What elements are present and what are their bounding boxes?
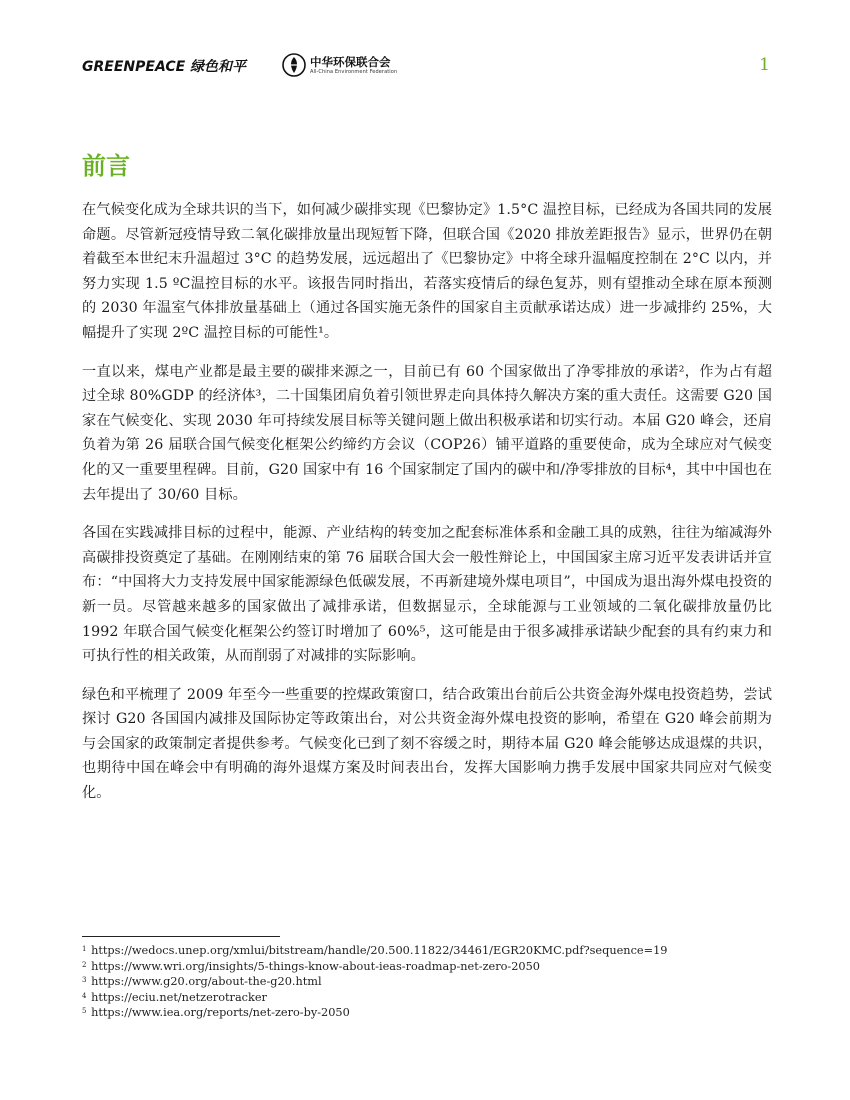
page-number: 1 bbox=[759, 55, 770, 75]
footnote-number: 4 bbox=[82, 991, 87, 1000]
footnote-number: 5 bbox=[82, 1007, 87, 1015]
paragraph: 绿色和平梳理了 2009 年至今一些重要的控煤政策窗口，结合政策出台前后公共资金海外煤电投资趋势，尝试探讨 G20 各国国内减排及国际协定等政策出台，对公共资金海外煤电投资的影响，希望在 G20 峰会前期为与会国家的政策制定者提供参考。气候变化已到了刻不容缓之时，期待本届 G20 峰会能够达成退煤的共识，也期待中国在峰会中有明确的海外退煤方案及时间表出台，发挥大国影响力携手发展中国家共同应对气候变化。 bbox=[82, 686, 772, 802]
footnote-link[interactable]: https://www.wri.org/insights/5-things-know-about-ieas-roadmap-net-zero-2050 bbox=[91, 959, 540, 973]
acef-name-cn: 中华环保联合会 bbox=[310, 55, 391, 69]
greenpeace-logo: GREENPEACE 绿色和平 bbox=[82, 59, 247, 75]
footnote-item[interactable] bbox=[82, 943, 772, 959]
footnote-link[interactable]: https://www.iea.org/reports/net-zero-by-2050 bbox=[91, 1006, 350, 1019]
footnotes bbox=[82, 936, 772, 1021]
paragraph: 在气候变化成为全球共识的当下，如何减少碳排实现《巴黎协定》1.5°C 温控目标，已经成为各国共同的发展命题。尽管新冠疫情导致二氧化碳排放量出现短暂下降，但联合国《2020 排放差距报告》显示，世界仍在朝着截至本世纪末升温超过 3°C 的趋势发展，远远超出了《巴黎协定》中将全球升温幅度控制在 2°C 以内，并努力实现 1.5 ºC温控目标的水平。该报告同时指出，若落实疫情后的绿色复苏，则有望推动全球在原本预测的 2030 年温室气体排放量基础上（通过各国实施无条件的国家自主贡献承诺达成）进一步减排约 25%，大幅提升了实现 2ºC 温控目标的可能性¹。 bbox=[82, 202, 772, 341]
footnote-link[interactable]: https://wedocs.unep.org/xmlui/bitstream/handle/20.500.11822/34461/EGR20KMC.pdf?sequence=19 bbox=[91, 944, 668, 957]
footnote-number: 1 bbox=[82, 945, 87, 953]
footnote-number: 2 bbox=[82, 960, 87, 969]
paragraph: 各国在实践减排目标的过程中，能源、产业结构的转变加之配套标准体系和金融工具的成熟，往往为缩减海外高碳排投资奠定了基础。在刚刚结束的第 76 届联合国大会一般性辩论上，中国国家主席习近平发表讲话并宣布：“中国将大力支持发展中国家能源绿色低碳发展，不再新建境外煤电项目”，中国成为退出海外煤电投资的新一员。尽管越来越多的国家做出了减排承诺，但数据显示，全球能源与工业领域的二氧化碳排放量仍比 1992 年联合国气候变化框架公约签订时增加了 60%⁵，这可能是由于很多减排承诺缺少配套的具有约束力和可执行性的相关政策，从而削弱了对减排的实际影响。 bbox=[82, 525, 772, 665]
footnote-number: 3 bbox=[82, 976, 87, 984]
footnote-item[interactable] bbox=[82, 959, 772, 975]
paragraph: 一直以来，煤电产业都是最主要的碳排来源之一，目前已有 60 个国家做出了净零排放的承诺²，作为占有超过全球 80%GDP 的经济体³，二十国集团肩负着引领世界走向具体持久解决方案的重大责任。这需要 G20 国家在气候变化、实现 2030 年可持续发展目标等关键问题上做出积极承诺和切实行动。本届 G20 峰会，还肩负着为第 26 届联合国气候变化框架公约缔约方会议（COP26）铺平道路的重要使命，成为全球应对气候变化的又一重要里程碑。目前，G20 国家中有 16 个国家制定了国内的碳中和/净零排放的目标⁴，其中中国也在去年提出了 30/60 目标。 bbox=[82, 363, 772, 503]
footnote-item[interactable] bbox=[82, 974, 772, 990]
footnote-item[interactable] bbox=[82, 990, 772, 1006]
footnote-item[interactable] bbox=[82, 1005, 772, 1021]
body-text bbox=[82, 198, 772, 820]
page-title: 前言 bbox=[82, 152, 130, 180]
footnote-link[interactable]: https://eciu.net/netzerotracker bbox=[91, 990, 267, 1004]
footnote-divider bbox=[82, 936, 280, 937]
footnote-link[interactable]: https://www.g20.org/about-the-g20.html bbox=[91, 975, 322, 988]
acef-name-en: All-China Environment Federation bbox=[310, 69, 398, 75]
acef-emblem-icon bbox=[282, 52, 306, 78]
page-header bbox=[82, 52, 782, 80]
